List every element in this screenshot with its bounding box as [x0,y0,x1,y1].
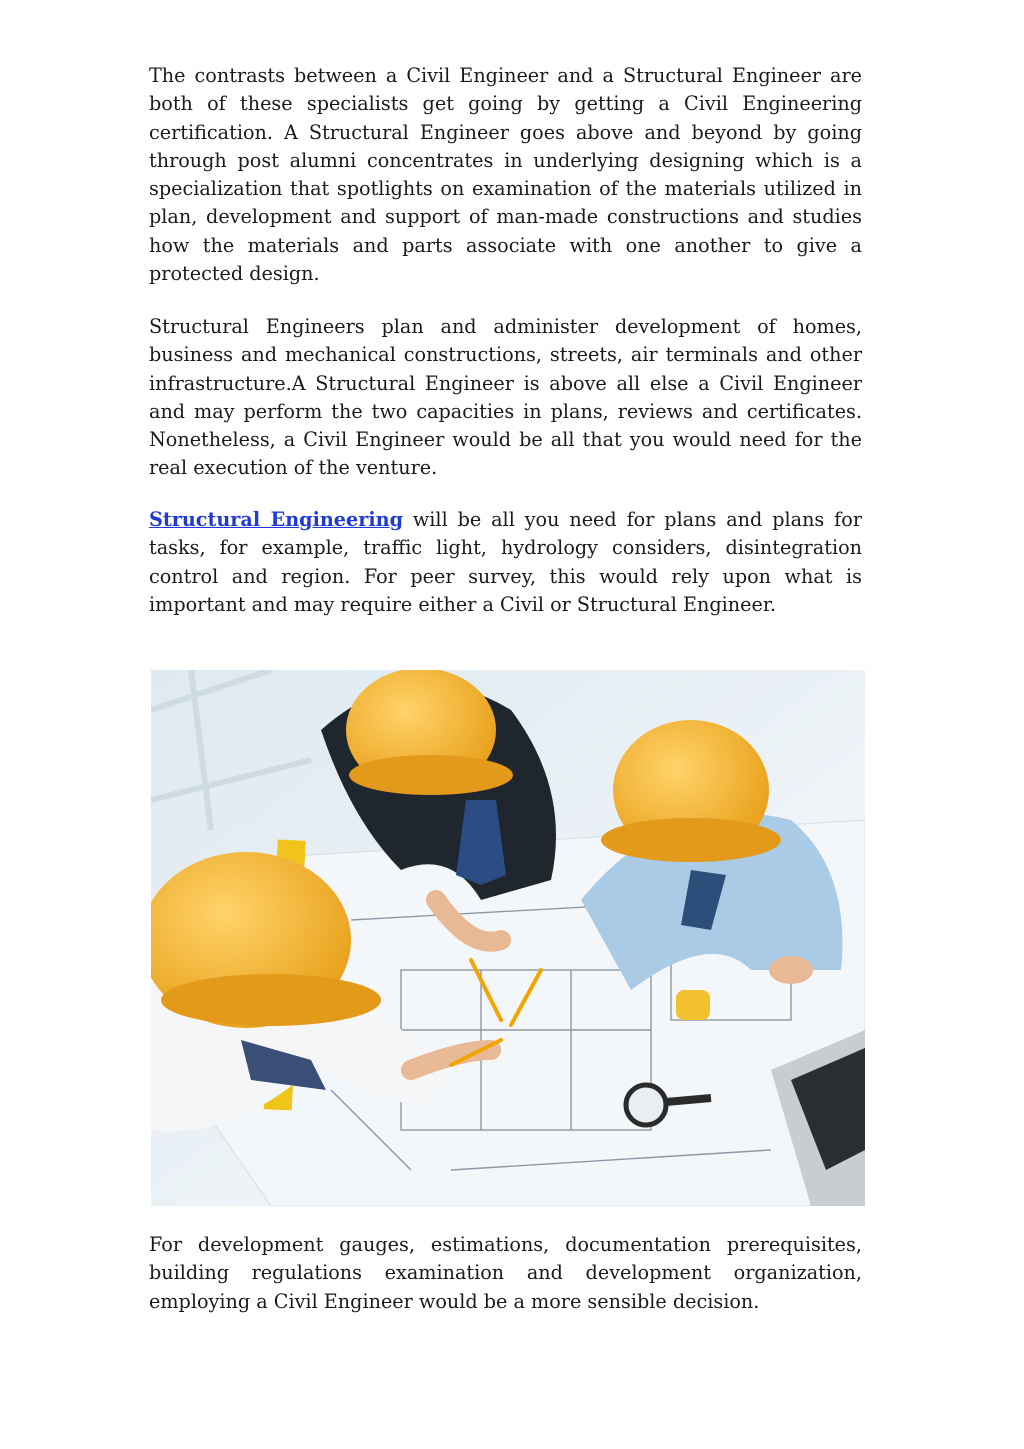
paragraph-2: Structural Engineers plan and administer development of homes, business and mechanical constructions, streets, air terminals and other infrastructure.A Structural Engineer is above all else a Civil Engineer and may perform the two capacities in plans, reviews and certificates. Nonetheless, a Civil Engineer would be all that you would need for the real execution of the venture. [149,315,862,480]
paragraph-1: The contrasts between a Civil Engineer and a Structural Engineer are both of these specialists get going by getting a Civil Engineering certification. A Structural Engineer goes above and beyond by going through post alumni concentrates in underlying designing which is a specialization that spotlights on examination of the materials utilized in plan, development and support of man-made constructions and studies how the materials and parts associate with one another to give a protected design. [149,64,862,286]
tape-measure [676,990,710,1020]
engineers-illustration [151,670,865,1206]
engineers-photo [151,670,865,1206]
paragraph-3-text: will be all you need for plans and plans for tasks, for example, traffic light, hydrology considers, disintegration control and region. For peer survey, this would rely upon what is important and may require either a Civil or Structural Engineer. [149,508,862,616]
structural-engineering-link[interactable]: Structural Engineering [149,508,403,531]
paragraph-4: For development gauges, estimations, documentation prerequisites, building regulations examination and development organization, employing a Civil Engineer would be a more sensible decision. [149,1233,862,1313]
paragraph-3 [149,506,862,619]
